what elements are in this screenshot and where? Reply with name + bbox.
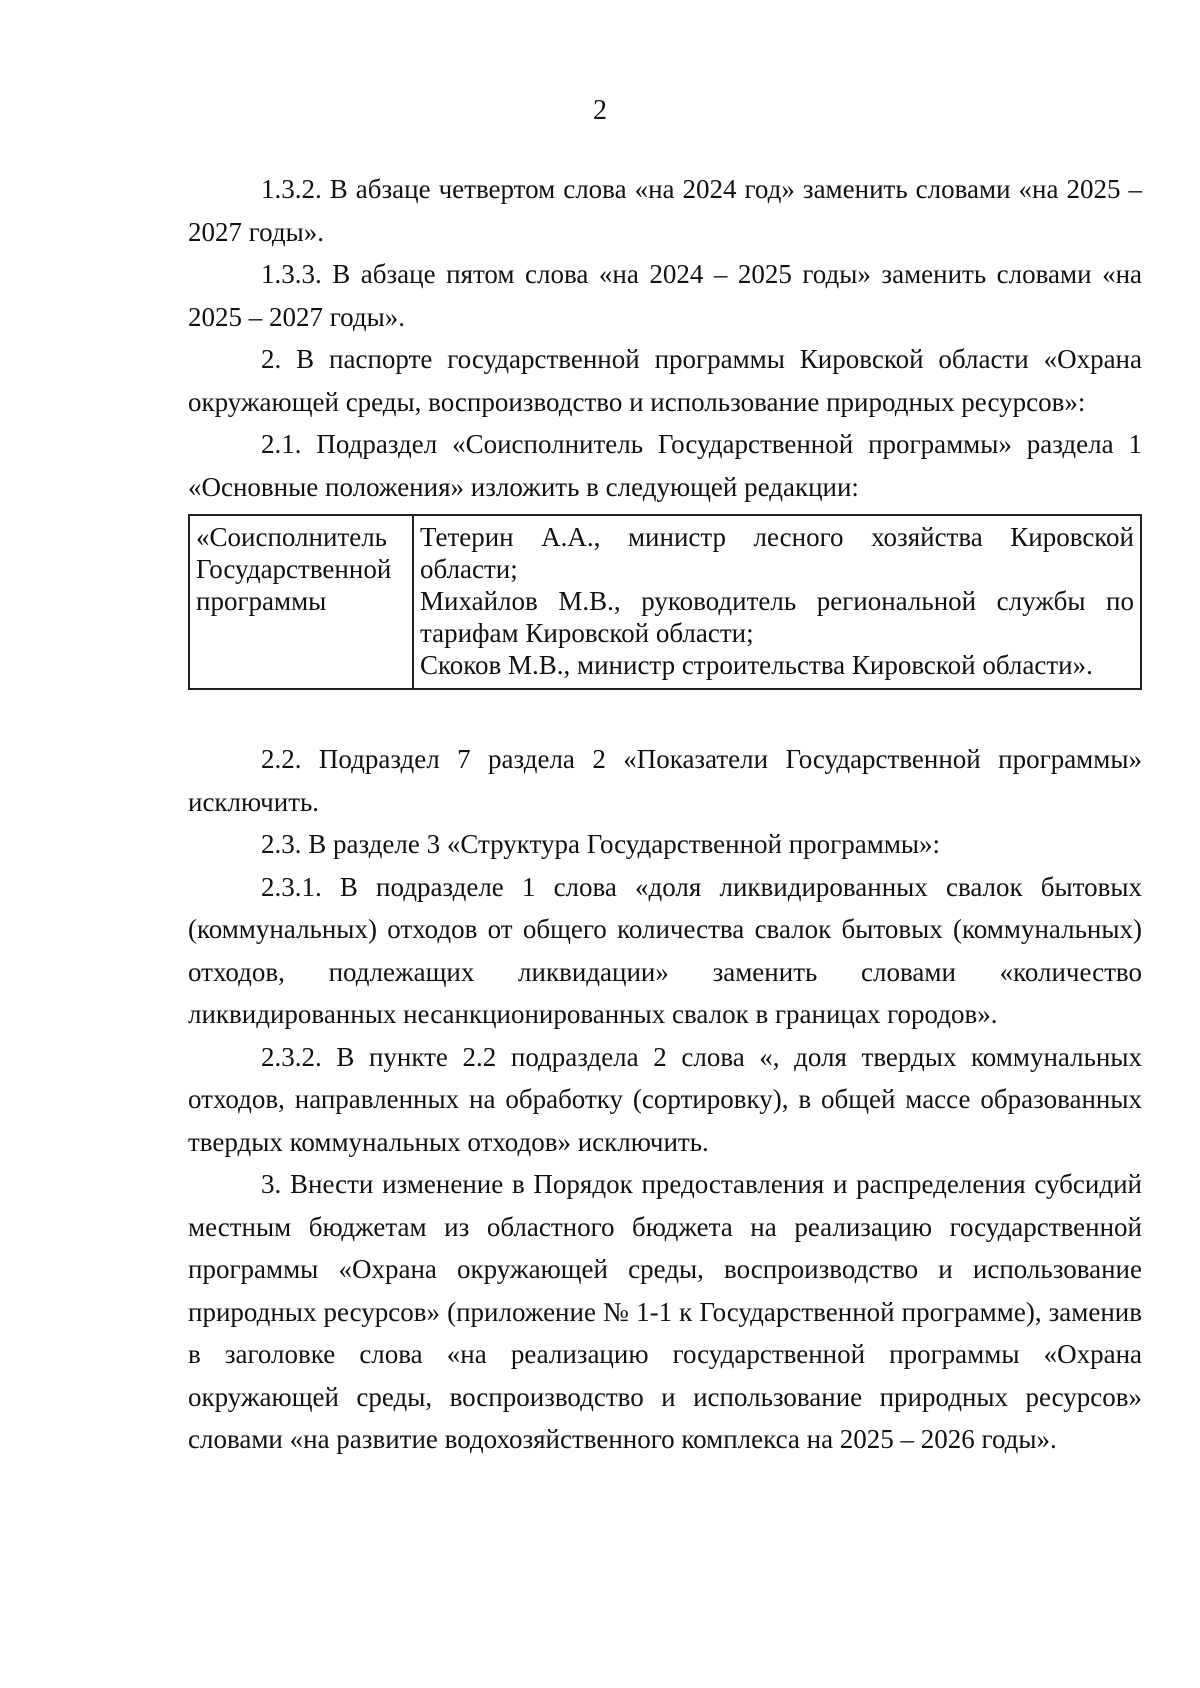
coexecutor-table (188, 514, 1142, 690)
paragraph-2: 2. В паспорте государственной программы Кировской области «Охрана окружающей среды, воспроизводство и использование природных ресурсов»: (188, 344, 1142, 417)
table-row (189, 515, 1141, 689)
table-value-cell (413, 515, 1141, 689)
paragraph-2-2: 2.2. Подраздел 7 раздела 2 «Показатели Государственной программы» исключить. (188, 744, 1142, 817)
paragraph-2-3-1: 2.3.1. В подразделе 1 слова «доля ликвидированных свалок бытовых (коммунальных) отходов от общего количества свалок бытовых (коммунальных) отходов, подлежащих ликвидации» заменить словами «количество ликвидированных несанкционированных свалок в границах городов». (188, 871, 1142, 1029)
table-value-line: Михайлов М.В., руководитель региональной службы по тарифам Кировской области; (420, 586, 1134, 648)
table-value-line: Тетерин А.А., министр лесного хозяйства Кировской области; (420, 522, 1134, 584)
paragraph-1-3-3: 1.3.3. В абзаце пятом слова «на 2024 – 2025 годы» заменить словами «на 2025 – 2027 годы». (188, 259, 1142, 332)
page-number: 2 (593, 95, 607, 126)
paragraph-3: 3. Внести изменение в Порядок предоставления и распределения субсидий местным бюджетам из областного бюджета на реализацию государственной программы «Охрана окружающей среды, воспроизводство и использование природных ресурсов» (приложение № 1-1 к Государственной программе), заменив в заголовке слова «на реализацию государственной программы «Охрана окружающей среды, воспроизводство и использование природных ресурсов» словами «на развитие водохозяйственного комплекса на 2025 – 2026 годы». (188, 1169, 1142, 1454)
paragraph-2-3: 2.3. В разделе 3 «Структура Государственной программы»: (261, 829, 941, 859)
table-value-line: Скоков М.В., министр строительства Кировской области». (420, 650, 1093, 680)
paragraph-2-3-2: 2.3.2. В пункте 2.2 подраздела 2 слова «, доля твердых коммунальных отходов, направленных на обработку (сортировку), в общей массе образованных твердых коммунальных отходов» исключить. (188, 1041, 1142, 1157)
table-label-cell: «Соисполнитель Государственной программы (189, 515, 413, 689)
document-body (188, 168, 1142, 1461)
paragraph-2-1: 2.1. Подраздел «Соисполнитель Государственной программы» раздела 1 «Основные положения» изложить в следующей редакции: (188, 429, 1142, 502)
paragraph-1-3-2: 1.3.2. В абзаце четвертом слова «на 2024 год» заменить словами «на 2025 – 2027 годы». (188, 174, 1142, 247)
